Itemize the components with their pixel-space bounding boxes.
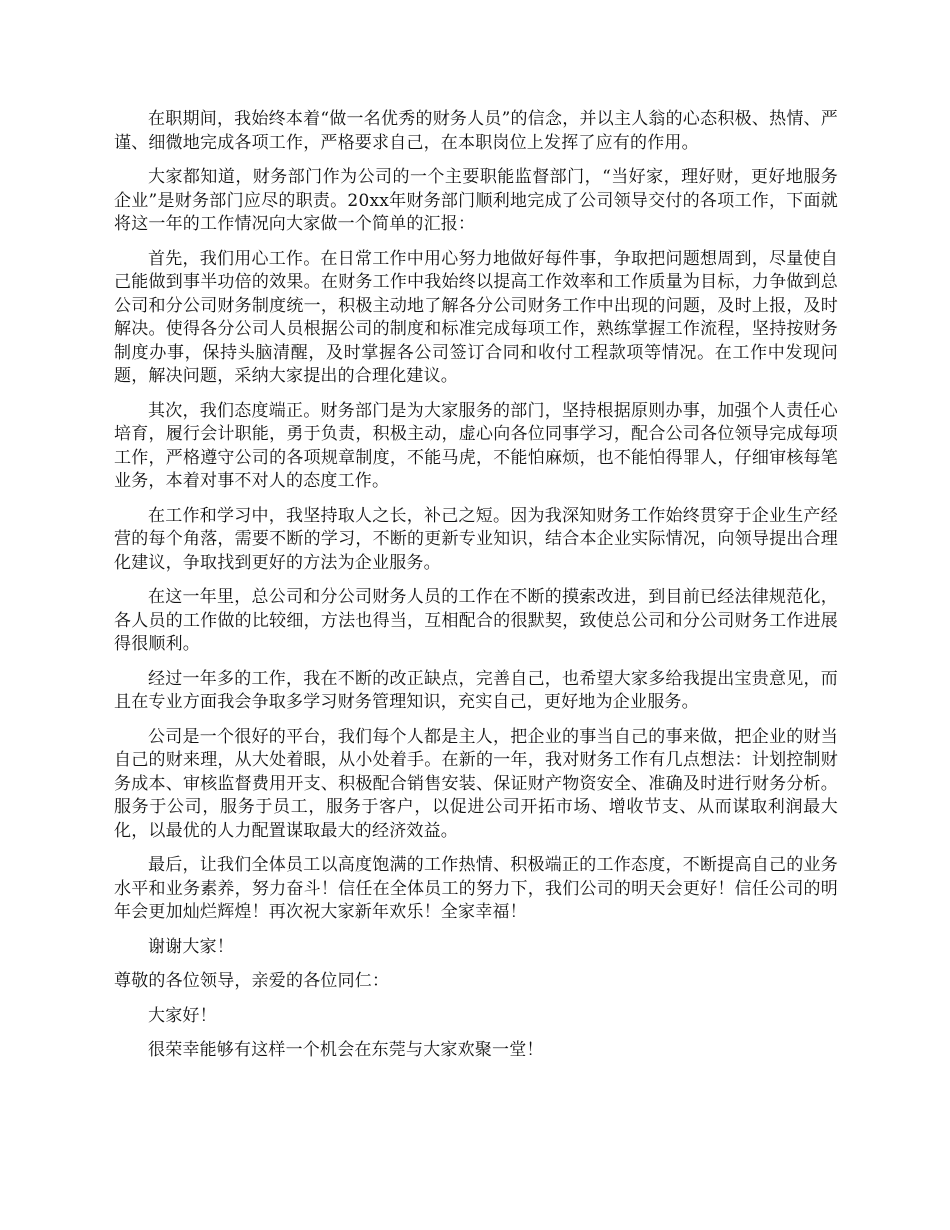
- opening-line: 很荣幸能够有这样一个机会在东莞与大家欢聚一堂！: [148, 1040, 544, 1060]
- thanks-line: 谢谢大家！: [148, 936, 234, 957]
- paragraph-4: 其次，我们态度端正。财务部门是为大家服务的部门，坚持根据原则办事，加强个人责任心培育，履行会计职能，勇于负责，积极主动，虚心向各位同事学习，配合公司各位领导完成每项工作，严格遵守公司的各项规章制度，不能马虎，不能怕麻烦，也不能怕得罪人，仔细审核每笔业务，本着对事不对人的态度工作。: [114, 400, 838, 491]
- paragraph-6: 在这一年里，总公司和分公司财务人员的工作在不断的摸索改进，到目前已经法律规范化，各人员的工作做的比较细，方法也得当，互相配合的很默契，致使总公司和分公司财务工作进展得很顺利。: [114, 587, 838, 654]
- paragraph-2: 大家都知道，财务部门作为公司的一个主要职能监督部门，“当好家，理好财，更好地服务企业”是财务部门应尽的职责。20xx年财务部门顺利地完成了公司领导交付的各项工作，下面就将这一年的工作情况向大家做一个简单的汇报：: [114, 167, 838, 234]
- greeting: 大家好！: [148, 1005, 217, 1026]
- paragraph-1: 在职期间，我始终本着“做一名优秀的财务人员”的信念，并以主人翁的心态积极、热情、严谨、细微地完成各项工作，严格要求自己，在本职岗位上发挥了应有的作用。: [114, 109, 838, 153]
- paragraph-5: 在工作和学习中，我坚持取人之长，补己之短。因为我深知财务工作始终贯穿于企业生产经营的每个角落，需要不断的学习，不断的更新专业知识，结合本企业实际情况，向领导提出合理化建议，争取找到更好的方法为企业服务。: [114, 505, 838, 573]
- paragraph-8: 公司是一个很好的平台，我们每个人都是主人，把企业的事当自己的事来做，把企业的财当自己的财来理，从大处着眼，从小处着手。在新的一年，我对财务工作有几点想法：计划控制财务成本、审核监督费用开支、积极配合销售安装、保证财产物资安全、准确及时进行财务分析。服务于公司，服务于员工，服务于客户，以促进公司开拓市场、增收节支、从而谋取利润最大化，以最优的人力配置谋取最大的经济效益。: [114, 726, 838, 841]
- paragraph-9: 最后，让我们全体员工以高度饱满的工作热情、积极端正的工作态度，不断提高自己的业务水平和业务素养，努力奋斗！信任在全体员工的努力下，我们公司的明天会更好！信任公司的明年会更加灿烂辉煌！再次祝大家新年欢乐！全家幸福！: [114, 855, 838, 922]
- salutation: 尊敬的各位领导，亲爱的各位同仁：: [114, 971, 390, 991]
- paragraph-3: 首先，我们用心工作。在日常工作中用心努力地做好每件事，争取把问题想周到，尽量使自己能做到事半功倍的效果。在财务工作中我始终以提高工作效率和工作质量为目标，力争做到总公司和分公司财务制度统一，积极主动地了解各分公司财务工作中出现的问题，及时上报，及时解决。使得各分公司人员根据公司的制度和标准完成每项工作，熟练掌握工作流程，坚持按财务制度办事，保持头脑清醒，及时掌握各公司签订合同和收付工程款项等情况。在工作中发现问题，解决问题，采纳大家提出的合理化建议。: [114, 248, 838, 386]
- paragraph-7: 经过一年多的工作，我在不断的改正缺点，完善自己，也希望大家多给我提出宝贵意见，而且在专业方面我会争取多学习财务管理知识，充实自己，更好地为企业服务。: [114, 668, 838, 712]
- document-body: [114, 108, 838, 1074]
